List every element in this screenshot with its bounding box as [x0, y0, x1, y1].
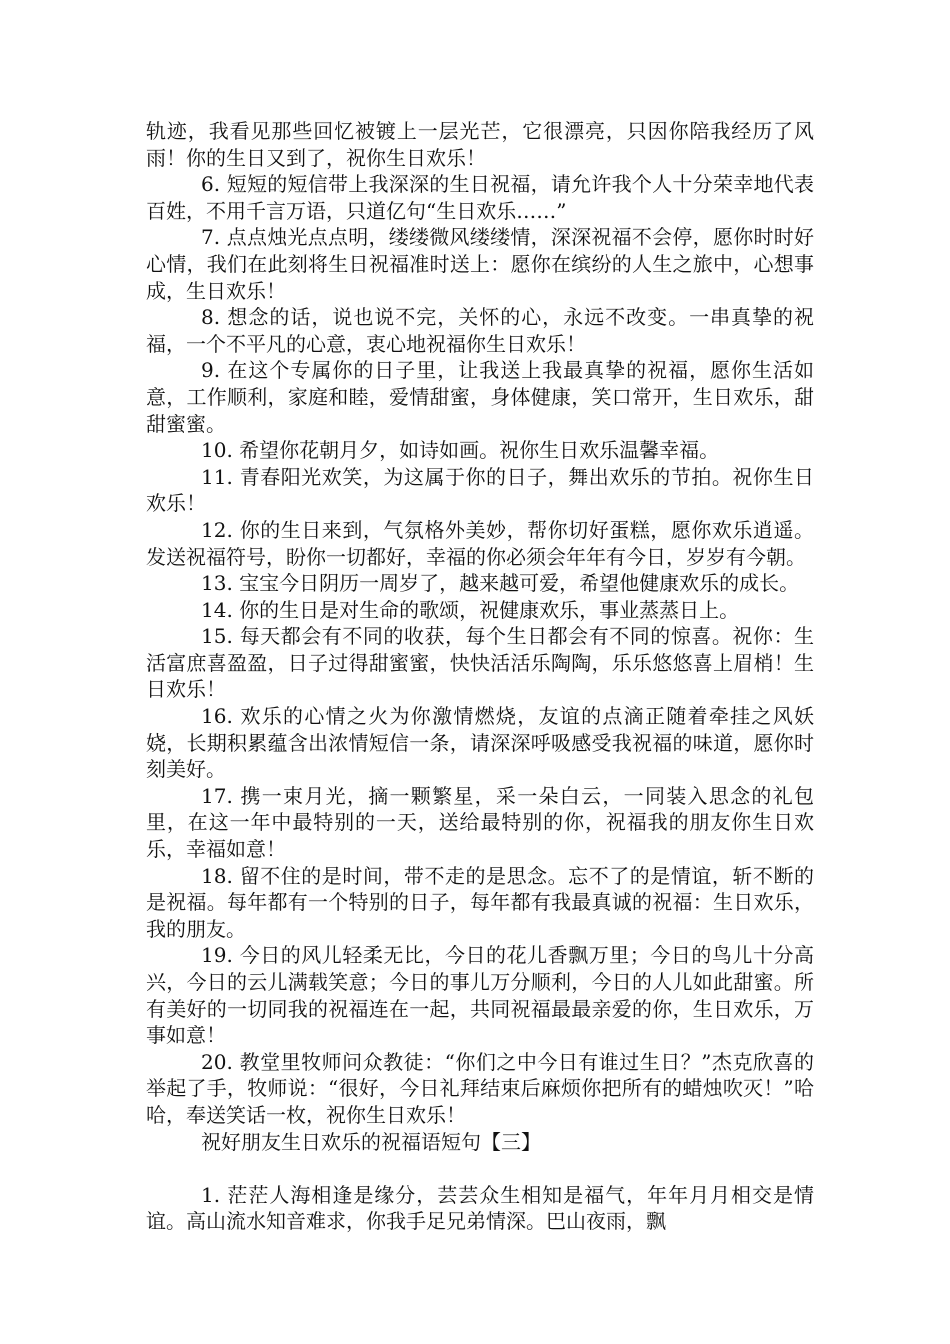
section-heading: 祝好朋友生日欢乐的祝福语短句【三】 — [201, 1129, 541, 1154]
list-item: 15. 每天都会有不同的收获，每个生日都会有不同的惊喜。祝你：生活富庶喜盈盈，日子过得甜蜜蜜，快快活活乐陶陶，乐乐悠悠喜上眉梢！生日欢乐！ — [146, 624, 814, 702]
list-item: 13. 宝宝今日阴历一周岁了，越来越可爱，希望他健康欢乐的成长。 — [201, 571, 800, 596]
list-item: 9. 在这个专属你的日子里，让我送上我最真挚的祝福，愿你生活如意，工作顺利，家庭和睦，爱情甜蜜，身体健康，笑口常开，生日欢乐，甜甜蜜蜜。 — [146, 358, 814, 436]
list-item: 19. 今日的风儿轻柔无比，今日的花儿香飘万里；今日的鸟儿十分高兴，今日的云儿满载笑意；今日的事儿万分顺利，今日的人儿如此甜蜜。所有美好的一切同我的祝福连在一起，共同祝福最最亲爱的你，生日欢乐，万事如意！ — [146, 943, 814, 1048]
list-item: 12. 你的生日来到，气氛格外美妙，帮你切好蛋糕，愿你欢乐逍遥。发送祝福符号，盼你一切都好，幸福的你必须会年年有今日，岁岁有今朝。 — [146, 517, 814, 569]
list-item: 11. 青春阳光欢笑，为这属于你的日子，舞出欢乐的节拍。祝你生日欢乐！ — [146, 464, 814, 516]
list-item: 6. 短短的短信带上我深深的生日祝福，请允许我个人十分荣幸地代表百姓，不用千言万语，只道亿句“生日欢乐……” — [146, 172, 814, 223]
lead-paragraph: 轨迹，我看见那些回忆被镀上一层光芒，它很漂亮，只因你陪我经历了风雨！你的生日又到了，祝你生日欢乐！ — [146, 119, 814, 170]
list-item: 1. 茫茫人海相逢是缘分，芸芸众生相知是福气，年年月月相交是情谊。高山流水知音难求，你我手足兄弟情深。巴山夜雨，飘 — [146, 1182, 814, 1234]
list-item: 18. 留不住的是时间，带不走的是思念。忘不了的是情谊，斩不断的是祝福。每年都有一个特别的日子，每年都有我最真诚的祝福：生日欢乐，我的朋友。 — [146, 863, 814, 941]
list-item: 8. 想念的话，说也说不完，关怀的心，永远不改变。一串真挚的祝福，一个不平凡的心意，衷心地祝福你生日欢乐！ — [146, 305, 814, 356]
list-item: 7. 点点烛光点点明，缕缕微风缕缕情，深深祝福不会停，愿你时时好心情，我们在此刻将生日祝福准时送上：愿你在缤纷的人生之旅中，心想事成，生日欢乐！ — [146, 225, 814, 303]
list-item: 16. 欢乐的心情之火为你激情燃烧，友谊的点滴正随着牵挂之风妖娆，长期积累蕴含出浓情短信一条，请深深呼吸感受我祝福的味道，愿你时刻美好。 — [146, 704, 814, 782]
blank-line — [146, 1155, 814, 1182]
list-item: 20. 教堂里牧师问众教徒：“你们之中今日有谁过生日？”杰克欣喜的举起了手，牧师说：“很好，今日礼拜结束后麻烦你把所有的蜡烛吹灭！”哈哈，奉送笑话一枚，祝你生日欢乐！ — [146, 1049, 814, 1127]
list-item: 10. 希望你花朝月夕，如诗如画。祝你生日欢乐温馨幸福。 — [201, 438, 720, 463]
list-item: 14. 你的生日是对生命的歌颂，祝健康欢乐，事业蒸蒸日上。 — [201, 597, 740, 622]
document-body — [146, 118, 814, 1235]
list-item: 17. 携一束月光，摘一颗繁星，采一朵白云，一同装入思念的礼包里，在这一年中最特别的一天，送给最特别的你，祝福我的朋友你生日欢乐，幸福如意！ — [146, 783, 814, 862]
